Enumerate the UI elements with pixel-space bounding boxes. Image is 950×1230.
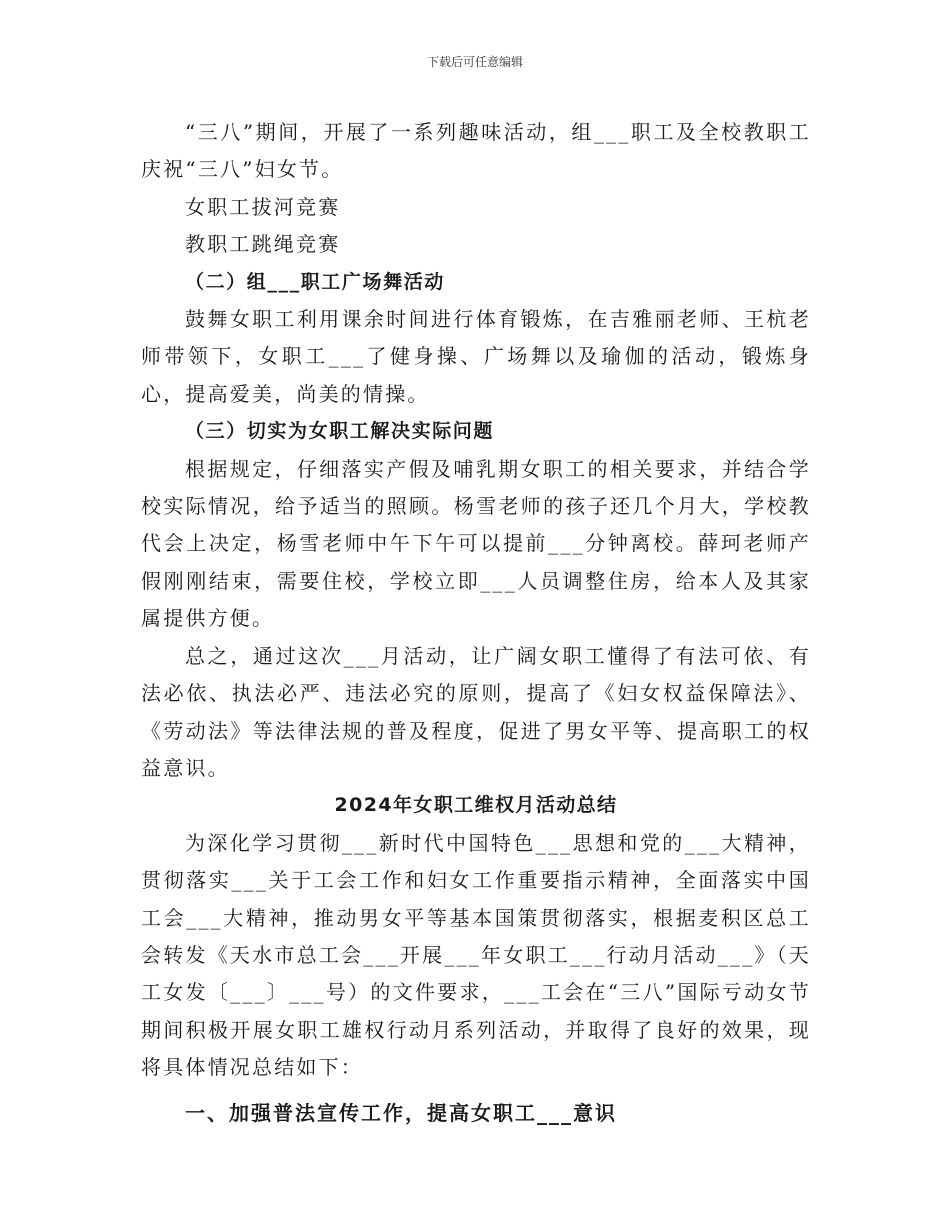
paragraph-intro: 为深化学习贯彻___新时代中国特色___思想和党的___大精神，贯彻落实___关于工会工作和妇女工作重要指示精神，全面落实中国工会___大精神，推动男女平等基本国策贯彻落实，根据麦积区总工会转发《天水市总工会___开展___年女职工___行动月活动___》（天工女发〔___〕___号）的文件要求，___工会在“三八”国际亏动女节期间积极开展女职工雄权行动月系列活动，并取得了良好的效果，现将具体情况总结如下： [141,830,811,1080]
section-heading-2: （二）组___职工广场舞活动 [185,270,445,293]
paragraph-1: “三八”期间，开展了一系列趣味活动，组___职工及全校教职工庆祝“三八”妇女节。 [141,120,811,182]
paragraph-square-dance: 鼓舞女职工利用课余时间进行体育锻炼，在吉雅丽老师、王杭老师带领下，女职工___了健身操、广场舞以及瑜伽的活动，锻炼身心，提高爱美，尚美的情操。 [141,307,811,406]
paragraph-practical-issues: 根据规定，仔细落实产假及哺乳期女职工的相关要求，并结合学校实际情况，给予适当的照顾。杨雪老师的孩子还几个月大，学校教代会上决定，杨雪老师中午下午可以提前___分钟离校。薛珂老师产假刚刚结束，需要住校，学校立即___人员调整住房，给本人及其家属提供方便。 [141,456,811,631]
list-item-rope-skipping: 教职工跳绳竞赛 [185,232,341,257]
section-heading-3: （三）切实为女职工解决实际问题 [185,420,495,443]
paragraph-conclusion: 总之，通过这次___月活动，让广阔女职工懂得了有法可依、有法必依、执法必严、违法必究的原则，提高了《妇女权益保障法》、《劳动法》等法律法规的普及程度，促进了男女平等、提高职工的权益意识。 [141,643,811,780]
page-header: 下载后可任意编辑 [426,55,523,69]
section-heading-1: 一、加强普法宣传工作，提高女职工___意识 [185,1100,617,1125]
document-title: 2024年女职工维权月活动总结 [334,794,618,817]
document-body [141,114,811,1133]
list-item-tug-of-war: 女职工拔河竞赛 [185,194,341,219]
